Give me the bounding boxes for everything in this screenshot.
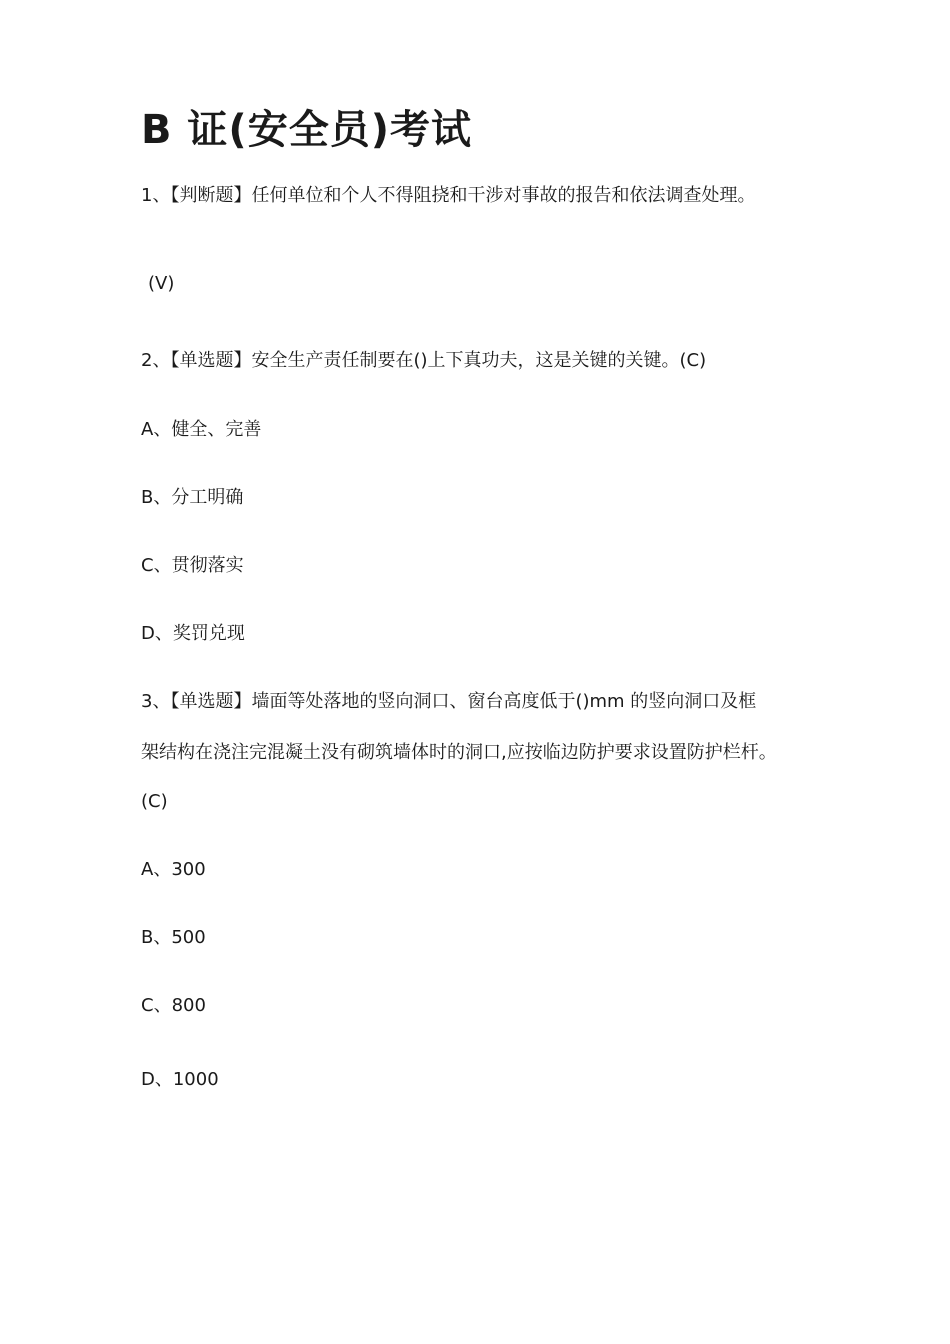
question-3-option-d: D、1000 (141, 1069, 219, 1090)
question-3-text-line-1: 3、【单选题】墙面等处落地的竖向洞口、窗台高度低于()mm 的竖向洞口及框 (141, 691, 757, 712)
question-1-answer: (V) (148, 273, 175, 294)
question-3-text-line-2: 架结构在浇注完混凝土没有砌筑墙体时的洞口,应按临边防护要求设置防护栏杆。 (141, 742, 777, 763)
question-3-option-b: B、500 (141, 927, 206, 948)
question-3-option-c: C、800 (141, 995, 206, 1016)
question-2-option-d: D、奖罚兑现 (141, 623, 245, 644)
document-title: B 证(安全员)考试 (141, 107, 472, 153)
question-2-text: 2、【单选题】安全生产责任制要在()上下真功夫，这是关键的关键。(C) (141, 350, 707, 371)
question-1-text: 1、【判断题】任何单位和个人不得阻挠和干涉对事故的报告和依法调查处理。 (141, 185, 756, 206)
question-3-option-a: A、300 (141, 859, 206, 880)
question-2-option-c: C、贯彻落实 (141, 555, 244, 576)
question-2-option-b: B、分工明确 (141, 487, 244, 508)
question-3-answer: (C) (141, 791, 168, 812)
question-2-option-a: A、健全、完善 (141, 419, 262, 440)
